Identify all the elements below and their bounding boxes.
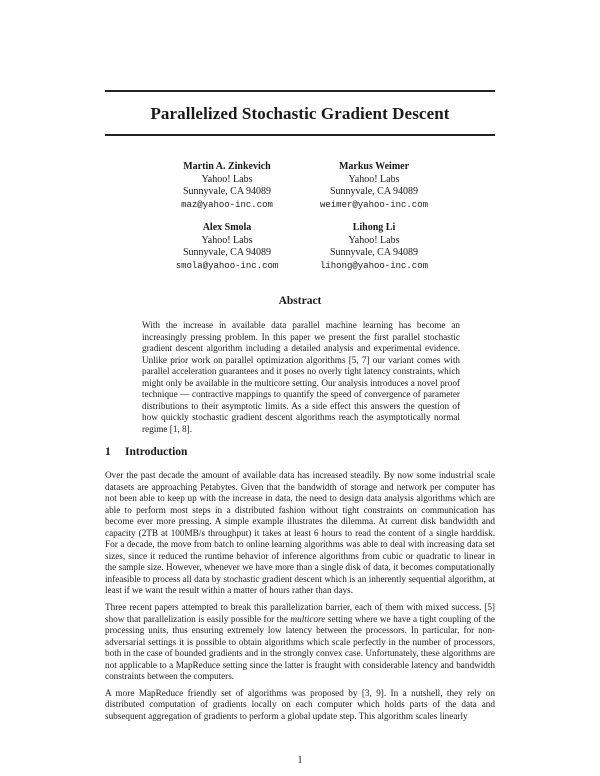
author-address: Sunnyvale, CA 94089	[329, 247, 419, 258]
paragraph: A more MapReduce friendly set of algorithms was proposed by [3, 9]. In a nutshell, they rely on distributed computation of gradients locally on each computer which holds parts of the data and subsequent aggregation of gradients to perform a global update step. This algorithm scales linearly	[105, 687, 495, 721]
section-number: 1	[105, 446, 111, 458]
author-name: Markus Weimer	[338, 161, 410, 172]
author-address: Sunnyvale, CA 94089	[182, 247, 272, 258]
author-name: Lihong Li	[352, 222, 396, 233]
author-address: Sunnyvale, CA 94089	[329, 186, 419, 197]
paper-title: Parallelized Stochastic Gradient Descent	[150, 104, 450, 123]
author-affiliation: Yahoo! Labs	[348, 173, 400, 185]
author-email: smola@yahoo-inc.com	[175, 260, 279, 271]
paragraph	[105, 602, 495, 683]
author-email: maz@yahoo-inc.com	[181, 199, 273, 210]
page-number: 1	[297, 755, 303, 766]
paragraph-text: Three recent papers attempted to break this parallelization barrier, each of them with mixed success. [5] show that parallelization is easily possible for the	[105, 602, 495, 624]
abstract-text: With the increase in available data parallel machine learning has become an increasingly pressing problem. In this paper we present the first parallel stochastic gradient descent algorithm including a detailed analysis and experimental evidence. Unlike prior work on parallel optimization algorithms [5, 7] our variant comes with parallel acceleration guarantees and it poses no overly tight latency constraints, which might only be available in the multicore setting. Our analysis introduces a novel proof technique — contractive mappings to quantify the speed of convergence of parameter distributions to their asymptotic limits. As a side effect this answers the question of how quickly stochastic gradient descent algorithms reach the asymptotically normal regime [1, 8].	[142, 320, 460, 434]
author-block	[289, 161, 459, 211]
section-heading	[105, 446, 187, 458]
section-title: Introduction	[125, 446, 188, 458]
title-rule-bottom	[105, 134, 495, 136]
author-block	[142, 161, 312, 211]
abstract-heading: Abstract	[278, 295, 322, 307]
paragraph-text: setting where we have a tight coupling of the processing units, thus ensuring extremely low latency between the processors. In particular, for non-adversarial settings it is possible to obtain algorithms which scale perfectly in the number of processors, both in the case of bounded gradients and in the strongly convex case. Unfortunately, these algorithms are not applicable to a MapReduce setting since the latter is fraught with considerable latency and bandwidth constraints between the computers.	[105, 613, 495, 682]
emphasis-text: multicore	[290, 613, 326, 624]
author-name: Alex Smola	[202, 222, 252, 233]
author-affiliation: Yahoo! Labs	[201, 234, 253, 246]
author-affiliation: Yahoo! Labs	[201, 173, 253, 185]
author-block	[142, 222, 312, 272]
author-email: weimer@yahoo-inc.com	[319, 199, 429, 210]
author-name: Martin A. Zinkevich	[183, 161, 271, 172]
paragraph: Over the past decade the amount of available data has increased steadily. By now some industrial scale datasets are approaching Petabytes. Given that the bandwidth of storage and network per computer has not been able to keep up with the increase in data, the need to design data analysis algorithms which are able to perform most steps in a distributed fashion without tight constraints on communication has become ever more pressing. A simple example illustrates the dilemma. At current disk bandwidth and capacity (2TB at 100MB/s throughput) it takes at least 6 hours to read the content of a single harddisk. For a decade, the move from batch to online learning algorithms was able to deal with increasing data set sizes, since it reduced the runtime behavior of inference algorithms from cubic or quadratic to linear in the sample size. However, whenever we have more than a single disk of data, it becomes computationally infeasible to process all data by stochastic gradient descent which is an inherently sequential algorithm, at least if we want the result within a matter of hours rather than days.	[105, 470, 495, 596]
author-email: lihong@yahoo-inc.com	[319, 260, 429, 271]
author-address: Sunnyvale, CA 94089	[182, 186, 272, 197]
author-block	[289, 222, 459, 272]
title-rule-top	[105, 90, 495, 92]
body-text	[105, 470, 495, 727]
author-affiliation: Yahoo! Labs	[348, 234, 400, 246]
